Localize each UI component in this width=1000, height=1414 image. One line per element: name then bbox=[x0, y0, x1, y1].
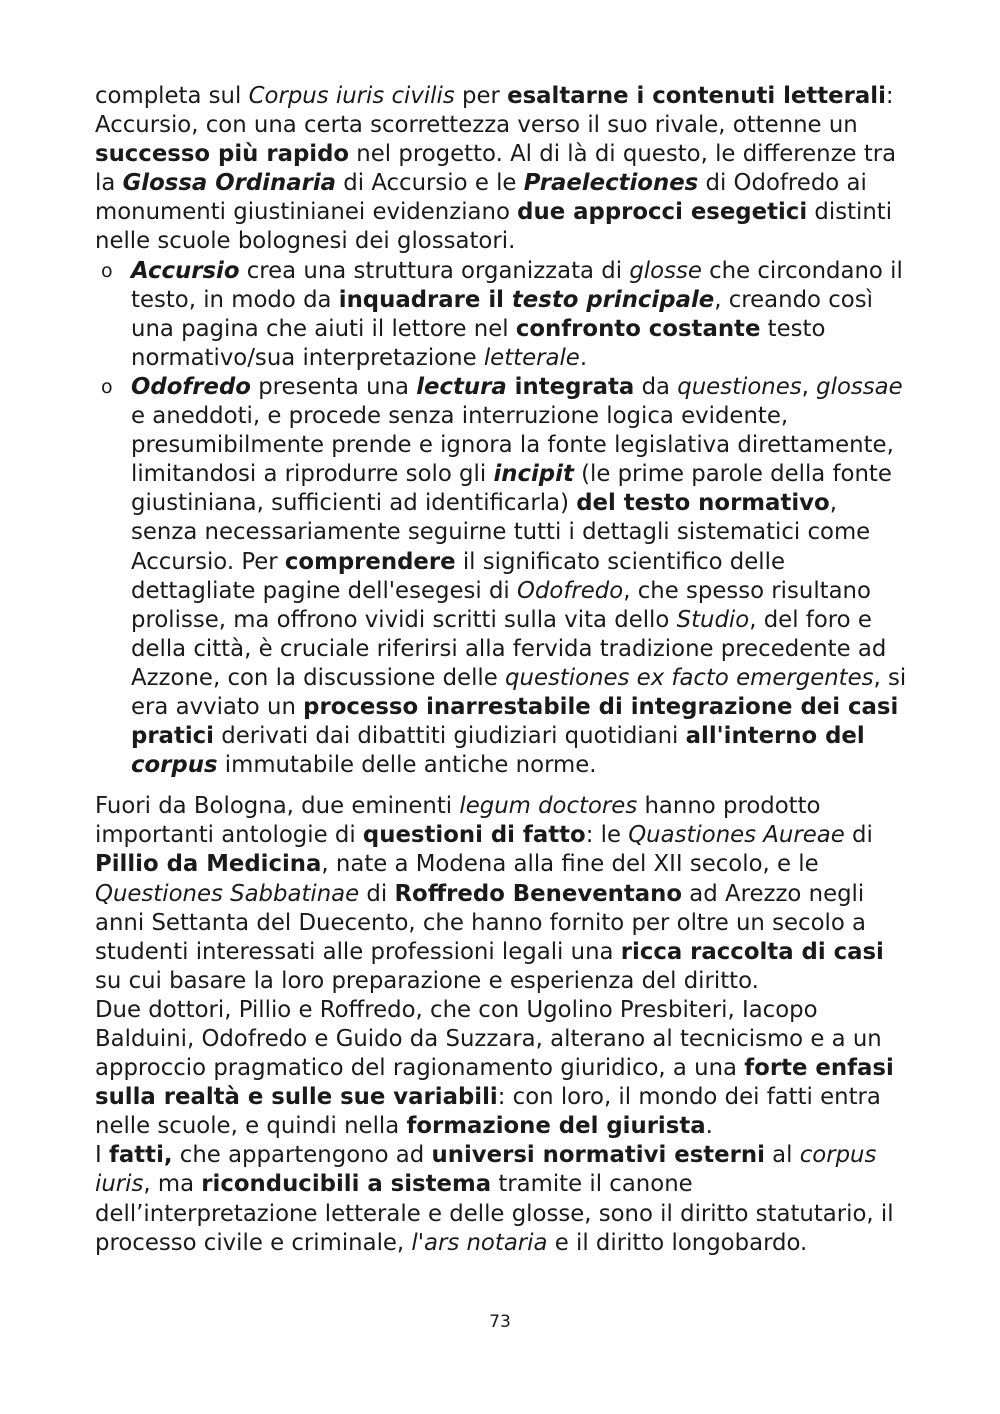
bullet-marker: o bbox=[101, 375, 113, 398]
bold-text: esaltarne i contenuti letterali bbox=[507, 83, 886, 109]
paragraph-two-doctors: Due dottori, Pillio e Roffredo, che con Ugolino Presbiteri, Iacopo Balduini, Odofredo e Guido da Suzzara, alterano al tecnicismo e a un approccio pragmatico del ragionamento giuridico, a una forte enfasi sulla realtà e sulle sue variabili: con loro, il mondo dei fatti entra nelle scuole, e quindi nella formazione del giurista. bbox=[95, 996, 894, 1140]
paragraph-glossators-intro: completa sul Corpus iuris civilis per esaltarne i contenuti letterali: Accursio, con una certa scorrettezza verso il suo rivale, ottenne un successo più rapido nel progetto. Al di là di questo, le differenze tra la Glossa Ordinaria di Accursio e le Praelectiones di Odofredo ai monumenti giustinianei evidenziano due approcci esegetici distinti nelle scuole bolognesi dei glossatori. bbox=[95, 83, 897, 255]
emphasis-text: Corpus iuris civilis bbox=[248, 83, 455, 109]
paragraph-facts: I fatti, che appartengono ad universi normativi esterni al corpus iuris, ma riconducibili a sistema tramite il canone dell’interpretazione letterale e delle glosse, sono il diritto statutario, il processo civile e criminale, l'ars notaria e il diritto longobardo. bbox=[95, 1142, 894, 1256]
document-body bbox=[95, 82, 910, 1258]
paragraph-outside-bologna: Fuori da Bologna, due eminenti legum doctores hanno prodotto importanti antologie di questioni di fatto: le Quastiones Aureae di Pillio da Medicina, nate a Modena alla fine del XII secolo, e le Questiones Sabbatinae di Roffredo Beneventano ad Arezzo negli anni Settanta del Duecento, che hanno fornito per oltre un secolo a studenti interessati alle professioni legali una ricca raccolta di casi su cui basare la loro preparazione e esperienza del diritto. bbox=[95, 793, 884, 994]
bold-text: Glossa Ordinaria bbox=[122, 170, 337, 197]
bold-text: due approcci esegetici bbox=[517, 199, 808, 226]
bold-text: Praelectiones bbox=[523, 170, 699, 197]
bullet-marker: o bbox=[101, 259, 113, 282]
bold-text: successo più rapido bbox=[95, 141, 350, 168]
page-number: 73 bbox=[489, 1312, 511, 1332]
bullet-list bbox=[95, 257, 910, 781]
list-item-odofredo: o Odofredo presenta una lectura integrata da questiones, glossae e aneddoti, e procede senza interruzione logica evidente, presumibilmente prende e ignora la fonte legislativa direttamente, limitandosi a riprodurre solo gli incipit (le prime parole della fonte giustiniana, sufficienti ad identificarla) del testo normativo, senza necessariamente seguirne tutti i dettagli sistematici come Accursio. Per comprendere il significato scientifico delle dettagliate pagine dell'esegesi di Odofredo, che spesso risultano prolisse, ma offrono vividi scritti sulla vita dello Studio, del foro e della città, è cruciale riferirsi alla fervida tradizione precedente ad Azzone, con la discussione delle questiones ex facto emergentes, si era avviato un processo inarrestabile di integrazione dei casi pratici derivati dai dibattiti giudiziari quotidiani all'interno del corpus immutabile delle antiche norme. bbox=[101, 373, 907, 779]
list-item-accursio: o Accursio crea una struttura organizzata di glosse che circondano il testo, in modo da inquadrare il testo principale, creando così una pagina che aiuti il lettore nel confronto costante testo normativo/sua interpretazione letterale. bbox=[101, 257, 903, 371]
